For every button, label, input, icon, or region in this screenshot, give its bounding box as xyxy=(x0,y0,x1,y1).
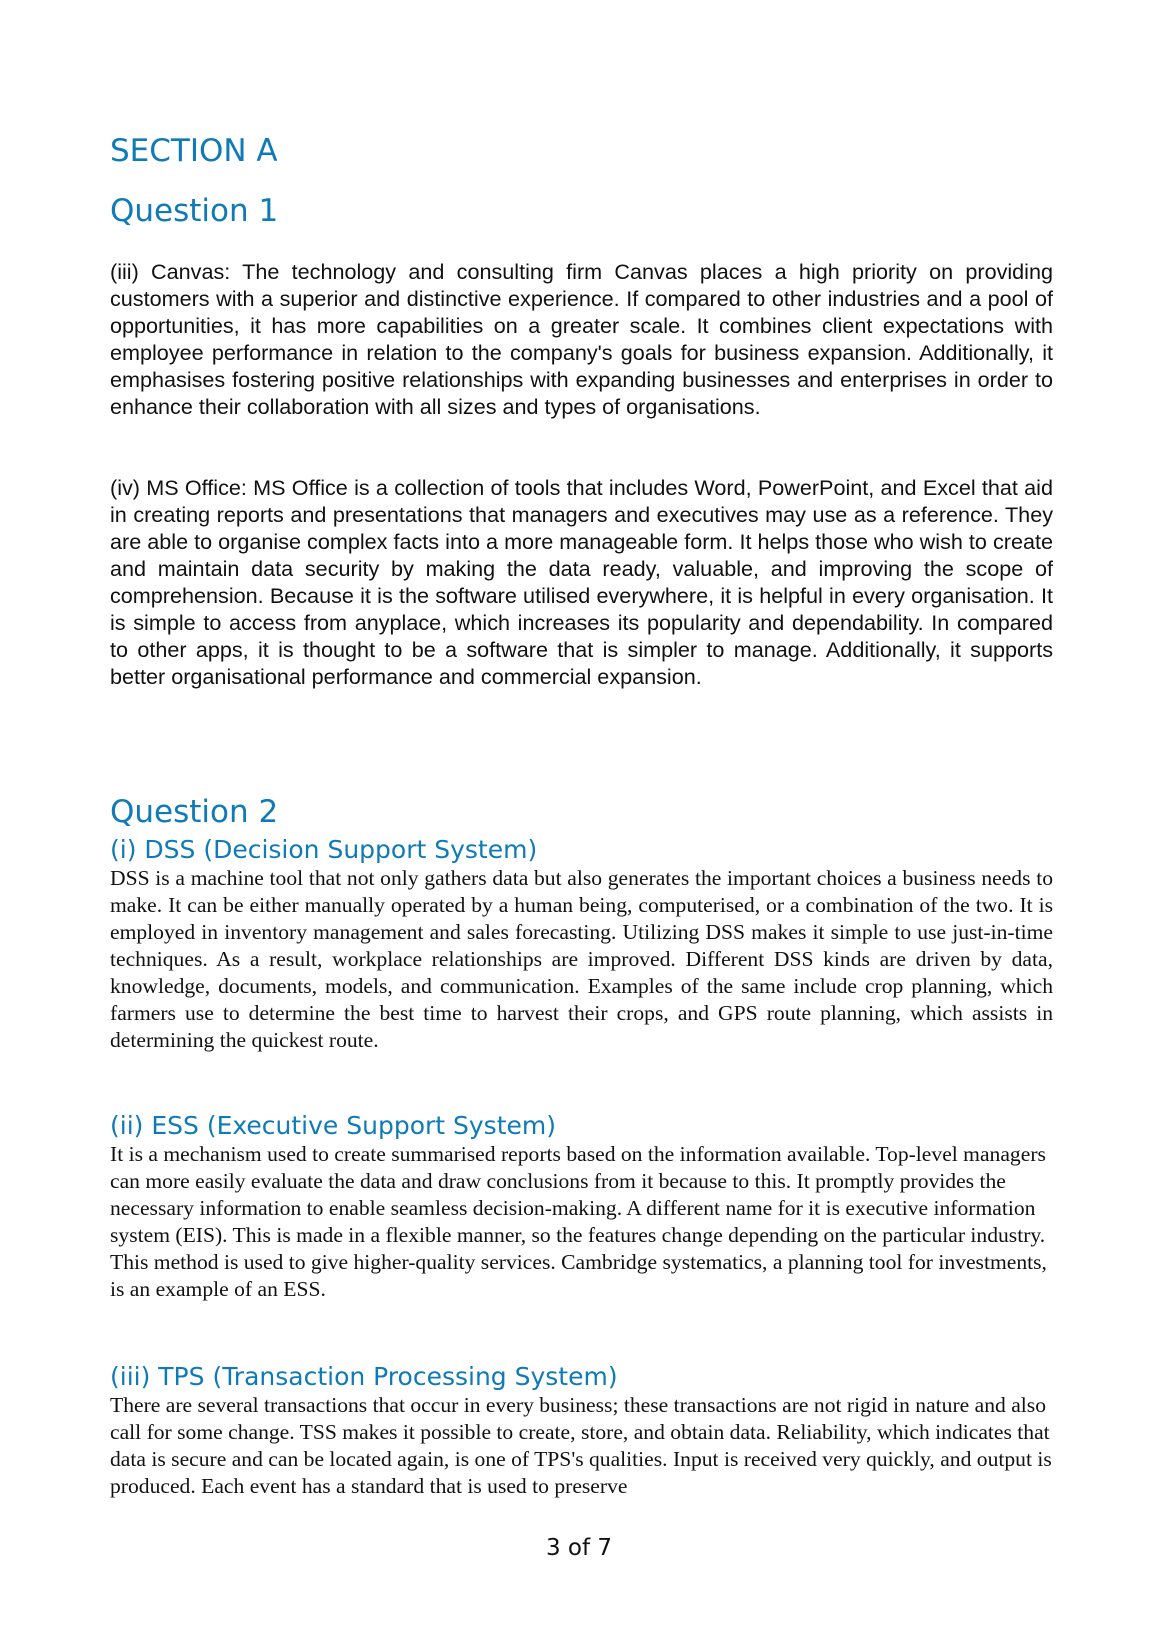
dss-paragraph: DSS is a machine tool that not only gathers data but also generates the important choices a business needs to make. It can be either manually operated by a human being, computerised, or a combination of the two. It is employed in inventory management and sales forecasting. Utilizing DSS makes it simple to use just-in-time techniques. As a result, workplace relationships are improved. Different DSS kinds are driven by data, knowledge, documents, models, and communication. Examples of the same include crop planning, which farmers use to determine the best time to harvest their crops, and GPS route planning, which assists in determining the quickest route. xyxy=(110,866,1053,1052)
tps-heading: (iii) TPS (Transaction Processing System) xyxy=(110,1362,618,1391)
ess-paragraph: It is a mechanism used to create summarised reports based on the information available. Top-level managers can more easily evaluate the data and draw conclusions from it because to this. It promptly provides the necessary information to enable seamless decision-making. A different name for it is executive information system (EIS). This is made in a flexible manner, so the features change depending on the particular industry. This method is used to give higher-quality services. Cambridge systematics, a planning tool for investments, is an example of an ESS. xyxy=(110,1142,1047,1301)
dss-heading: (i) DSS (Decision Support System) xyxy=(110,835,538,864)
ms-office-paragraph: (iv) MS Office: MS Office is a collection of tools that includes Word, PowerPoint, and Excel that aid in creating reports and presentations that managers and executives may use as a reference. They are able to organise complex facts into a more manageable form. It helps those who wish to create and maintain data security by making the data ready, valuable, and improving the scope of comprehension. Because it is the software utilised everywhere, it is helpful in every organisation. It is simple to access from anyplace, which increases its popularity and dependability. In compared to other apps, it is thought to be a software that is simpler to manage. Additionally, it supports better organisational performance and commercial expansion. xyxy=(110,475,1053,689)
tps-paragraph: There are several transactions that occur in every business; these transactions are not rigid in nature and also call for some change. TSS makes it possible to create, store, and obtain data. Reliability, which indicates that data is secure and can be located again, is one of TPS's qualities. Input is received very quickly, and output is produced. Each event has a standard that is used to preserve xyxy=(110,1393,1052,1498)
page-number: 3 of 7 xyxy=(545,1535,613,1561)
question-1-heading: Question 1 xyxy=(110,193,279,229)
section-heading: SECTION A xyxy=(110,133,278,169)
ess-heading: (ii) ESS (Executive Support System) xyxy=(110,1111,556,1140)
question-2-heading: Question 2 xyxy=(110,794,279,830)
canvas-paragraph: (iii) Canvas: The technology and consulting firm Canvas places a high priority on providing customers with a superior and distinctive experience. If compared to other industries and a pool of opportunities, it has more capabilities on a greater scale. It combines client expectations with employee performance in relation to the company's goals for business expansion. Additionally, it emphasises fostering positive relationships with expanding businesses and enterprises in order to enhance their collaboration with all sizes and types of organisations. xyxy=(110,259,1053,419)
